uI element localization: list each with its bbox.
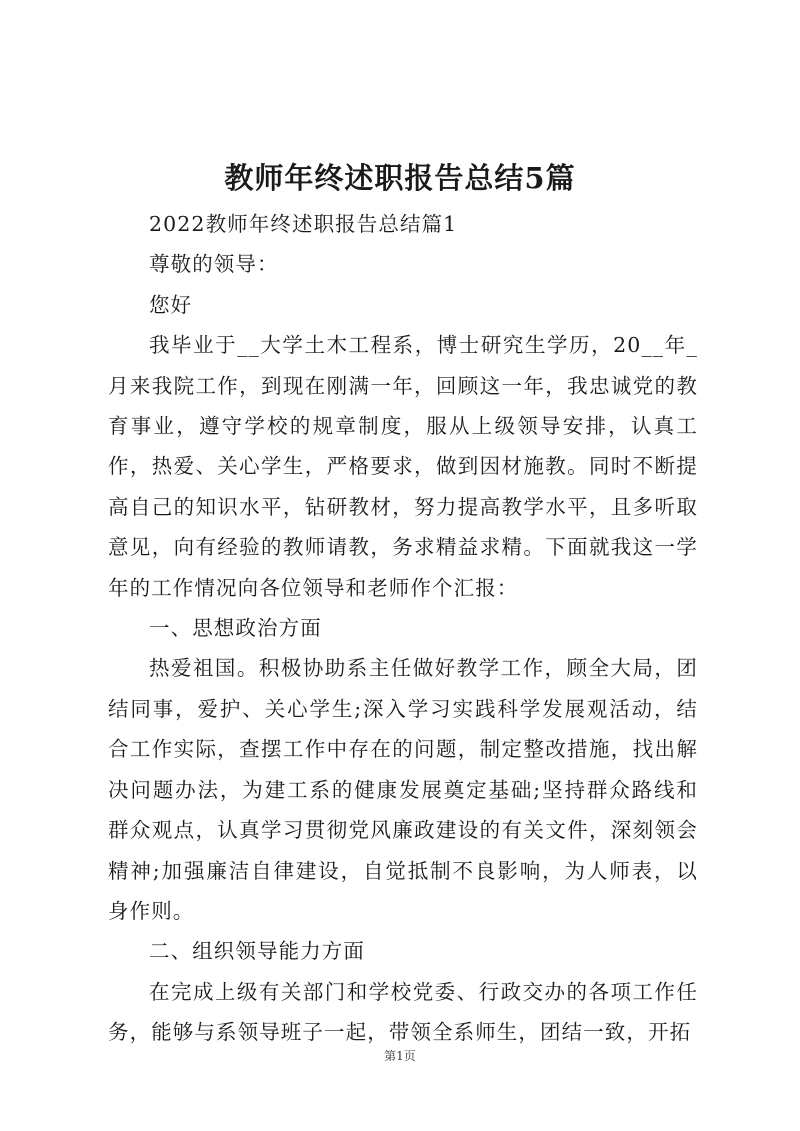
- intro-paragraph: 我毕业于__大学土木工程系，博士研究生学历，20__年_月来我院工作，到现在刚满一年，回顾这一年，我忠诚党的教育事业，遵守学校的规章制度，服从上级领导安排，认真工作，热爱、关心学生，严格要求，做到因材施教。同时不断提高自己的知识水平，钻研教材，努力提高教学水平，且多听取意见，向有经验的教师请教，务求精益求精。下面就我这一学年的工作情况向各位领导和老师作个汇报：: [108, 333, 698, 600]
- salutation: 尊敬的领导：: [149, 252, 279, 277]
- document-title: 教师年终述职报告总结5篇: [224, 161, 576, 195]
- political-paragraph: 热爱祖国。积极协助系主任做好教学工作，顾全大局，团结同事，爱护、关心学生;深入学习实践科学发展观活动，结合工作实际，查摆工作中存在的问题，制定整改措施，找出解决问题办法，为建工系的健康发展奠定基础;坚持群众路线和群众观点，认真学习贯彻党风廉政建设的有关文件，深刻领会精神;加强廉洁自律建设，自觉抵制不良影响，为人师表，以身作则。: [108, 656, 698, 923]
- document-body: [108, 204, 698, 1053]
- leadership-paragraph: 在完成上级有关部门和学校党委、行政交办的各项工作任务，能够与系领导班子一起，带领全系师生，团结一致，开拓: [108, 979, 698, 1045]
- section-heading-1: 2022教师年终述职报告总结篇1: [149, 212, 458, 236]
- page-number: 第1页: [384, 1049, 416, 1063]
- section-heading-leadership: 二、组织领导能力方面: [149, 939, 365, 964]
- greeting: 您好: [149, 292, 193, 317]
- section-heading-political: 一、思想政治方面: [149, 616, 322, 641]
